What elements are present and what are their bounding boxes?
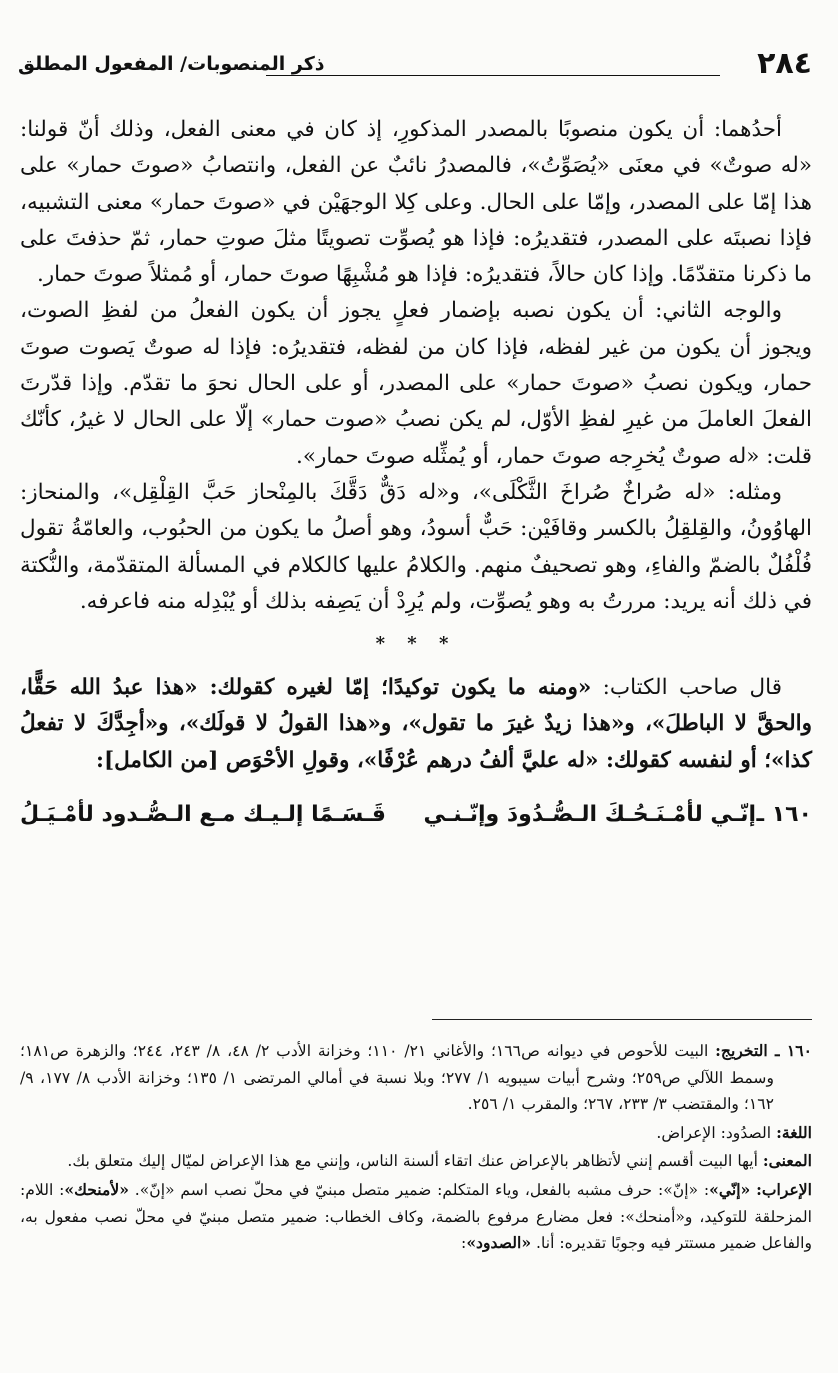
- footnote-irab: [20, 1177, 812, 1257]
- running-head: ذكر المنصوبات/ المفعول المطلق: [18, 53, 325, 75]
- footnote-text: : «إنّ»: حرف مشبه بالفعل، وياء المتكلم: ضمير متصل مبنيّ في محلّ نصب اسم «إنّ».: [128, 1180, 710, 1199]
- footnote-text: البيت للأحوص في ديوانه ص١٦٦؛ والأغاني ٢١/ ١١٠؛ وخزانة الأدب ٢/ ٤٨، ٨/ ٢٤٣، ٢٤٤؛ والزهرة ص١٨١؛ وسمط اللآلي ص٢٥٩؛ وشرح أبيات سيبويه ١/ ٢٧٧؛ وبلا نسبة في أمالي المرتضى ١/ ١٣٥؛ وخزانة الأدب ٨/ ١٧٧، ٩/ ١٦٢؛ والمقتضب ٣/ ٢٣٣، ٢٦٧؛ والمقرب ١/ ٢٥٦.: [20, 1042, 775, 1114]
- verse-160: [20, 793, 812, 839]
- page-number: ٢٨٤: [757, 46, 812, 81]
- footnote-text: : اللام: المزحلقة للتوكيد، و«أمنحك»: فعل مضارع مرفوع بالضمة، وكاف الخطاب: ضمير متصل مبنيّ في محلّ نصب مفعول به، والفاعل ضمير مستتر فيه وجوبًا تقديره: أنا.: [20, 1180, 812, 1253]
- main-text: [20, 112, 812, 839]
- footnote-rule: [432, 1019, 812, 1020]
- footnote-label: اللغة:: [776, 1122, 812, 1142]
- author-quote: «ومنه ما يكون توكيدًا؛ إمّا لغيره كقولك: «هذا عبدُ الله حَقًّا، والحقَّ لا الباطلَ»، و«هذا زيدٌ غيرَ ما تقول»، و«هذا القولُ لا قولَك»، و«أجِدَّكَ لا تفعلُ كذا»؛ أو لنفسه كقولك: «له عليَّ ألفُ درهم عُرْفًا»، وقولِ الأحْوَص [من الكامل]:: [20, 675, 812, 773]
- footnote-text: الصدُود: الإعراض.: [656, 1123, 772, 1142]
- footnote-text: أيها البيت أقسم إنني لأتظاهر بالإعراض عنك اتقاء ألسنة الناس، وإنني مع هذا الإعراض لميّال إليك متعلق بك.: [67, 1152, 758, 1171]
- footnote-label: الإعراب:: [756, 1179, 812, 1199]
- footnotes: [20, 1038, 812, 1259]
- paragraph-1: أحدُهما: أن يكون منصوبًا بالمصدر المذكورِ، إذ كان في معنى الفعل، وذلك أنّ قولنا: «له صوتٌ» في معنَى «يُصَوِّتُ»، فالمصدرُ نائبٌ عن الفعل، وانتصابُ «صوتَ حمار» على هذا إمّا على المصدر، وإمّا على الحال. وعلى كِلا الوجهَيْن في «صوتَ حمار» معنى التشبيه، فإذا نصبتَه على المصدر، فتقديرُه: فإذا هو يُصوِّت تصويتًا مثلَ صوتِ حمار، ثمّ حذفتَ على ما ذكرنا متقدّمًا. وإذا كان حالاً، فتقديرُه: فإذا هو مُشْبِهًا صوتَ حمار، أو مُمثلاً صوتَ حمار.: [20, 117, 812, 288]
- footnote-mana: [20, 1148, 812, 1175]
- header-rule: [266, 75, 720, 76]
- paragraph-3: ومثله: «له صُراخٌ صُراخَ الثَّكْلَى»، و«له دَقٌّ دَقَّكَ بالمِنْحاز حَبَّ القِلْقِل»، والمنحاز: الهاوُونُ، والقِلقِلُ بالكسر وقافَيْن: حَبٌّ أسودُ، وهو أصلُ ما يكون من الحبُوب، والعامّةُ تقول فُلْفُلٌ بالضمّ والفاءِ، وهو تصحيفٌ منهم. والكلامُ عليها كالكلام في المسألة المتقدّمة، والنُّكتة في ذلك أنه يريد: مررتُ به وهو يُصوِّت، ولم يُرِدْ أن يَصِفه بذلك أو يُبْدِله منه فاعرفه.: [20, 479, 812, 614]
- section-separator: * * *: [375, 633, 457, 655]
- footnote-label: المعنى:: [762, 1151, 812, 1171]
- verse-second-hemistich: قَـسَـمًا إلـيـك مـع الـصُّـدود لأمْـيَـلُ: [20, 802, 386, 828]
- footnote-lugha: [20, 1120, 812, 1147]
- footnote-takhrij: [20, 1038, 812, 1118]
- author-quote-intro: قال صاحب الكتاب:: [591, 675, 782, 701]
- footnote-label: ١٦٠ ـ التخريج:: [715, 1041, 813, 1060]
- verse-first-hemistich: إنّـي لأمْـنَـحُـكَ الـصُّـدُودَ وإنّـنـي: [423, 802, 756, 828]
- verse-number: ١٦٠ ـ: [756, 802, 812, 828]
- paragraph-4: [20, 670, 812, 779]
- irab-term: «الصدود»: [466, 1233, 532, 1253]
- footnote-text: :: [461, 1234, 467, 1253]
- irab-term: «إنّي»: [709, 1179, 751, 1199]
- page-header: [18, 44, 812, 84]
- paragraph-2: والوجه الثاني: أن يكون نصبه بإضمار فعلٍ يجوز أن يكون الفعلُ من لفظِ الصوت، ويجوز أن يكون من غير لفظه، فإذا كان من لفظه، فتقديرُه: فإذا له صوتٌ يَصوت صوتَ حمار، ويكون نصبُ «صوتَ حمار» على المصدر، أو على الحال نحوَ ما تقدّم. وإذا قدّرتَ الفعلَ العاملَ من غيرِ لفظِ الأوّل، لم يكن نصبُ «صوت حمار» إلّا على الحال لا غيرُ، كأنّك قلت: «له صوتٌ يُخرِجه صوتَ حمار، أو يُمثِّله صوتَ حمار».: [20, 298, 812, 469]
- irab-term: «لأمنحك»: [64, 1179, 129, 1199]
